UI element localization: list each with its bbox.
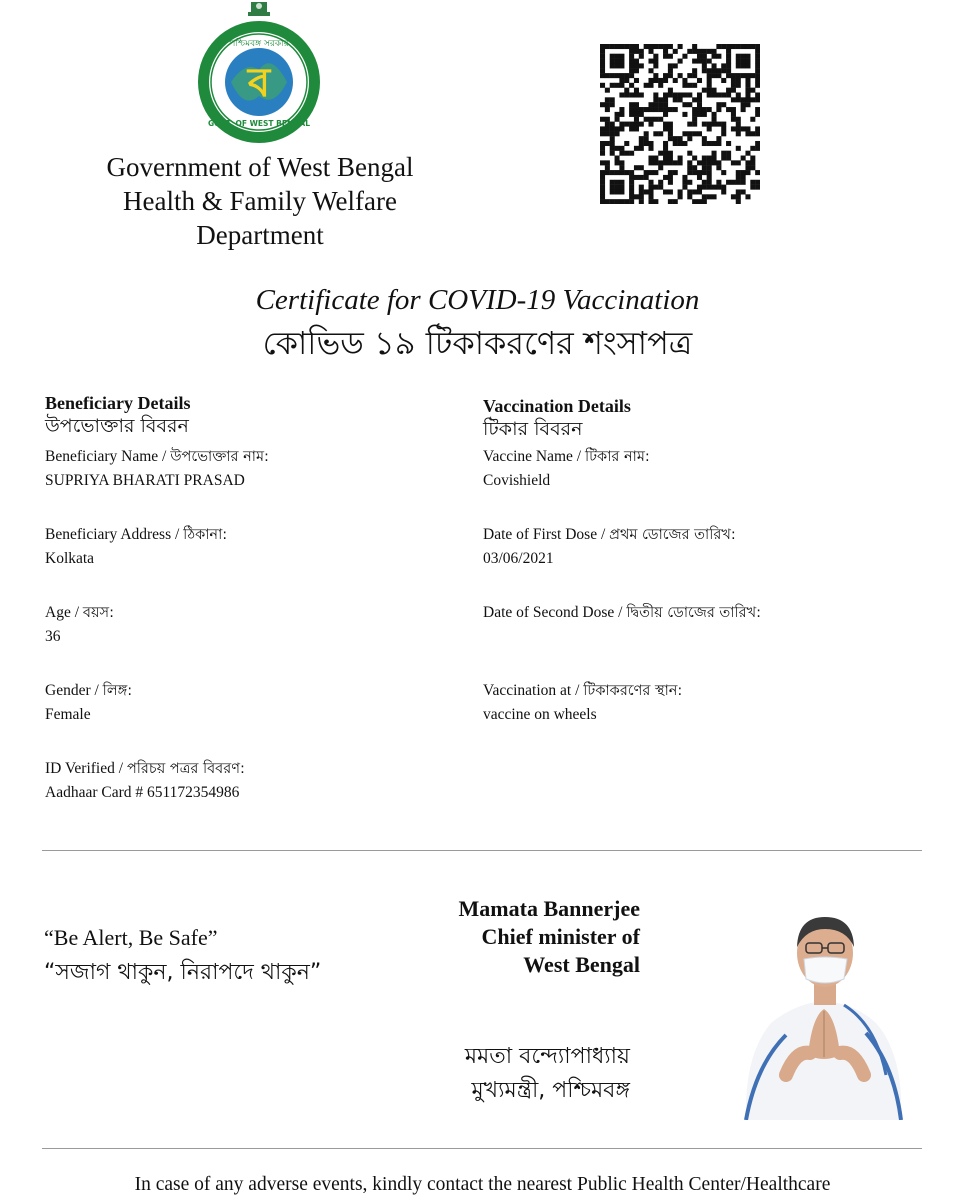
certificate-title: Certificate for COVID-19 Vaccination xyxy=(255,284,700,316)
gender-value: Female xyxy=(45,706,91,723)
field-label xyxy=(483,524,903,546)
vaccine-name-value: Covishield xyxy=(483,472,551,489)
label-en: Vaccination at / xyxy=(483,682,584,699)
department-line-2: Health & Family Welfare xyxy=(123,186,397,216)
beneficiary-heading-bengali: উপভোক্তার বিবরন xyxy=(45,415,189,437)
vaccination-details xyxy=(483,395,903,758)
field-vaccine-name xyxy=(483,446,903,524)
label-en: ID Verified / xyxy=(45,760,127,777)
field-label xyxy=(45,680,465,702)
field-gender xyxy=(45,680,465,758)
vaccination-heading-bengali: টিকার বিবরন xyxy=(483,418,583,440)
signatory-english xyxy=(380,895,640,979)
department-line-1: Government of West Bengal xyxy=(106,152,414,182)
field-label xyxy=(45,446,465,468)
crest-icon xyxy=(248,2,270,16)
label-en: Date of Second Dose / xyxy=(483,604,627,621)
emblem-text-bottom: GOVT. OF WEST BENGAL xyxy=(207,119,311,128)
first-dose-date-value: 03/06/2021 xyxy=(483,550,554,567)
department-line-3: Department xyxy=(196,220,324,250)
beneficiary-heading: Beneficiary Details xyxy=(45,393,191,413)
beneficiary-details xyxy=(45,392,465,836)
label-bn: দ্বিতীয় ডোজের তারিখ: xyxy=(626,605,762,621)
chief-minister-photo xyxy=(726,905,921,1120)
signatory-bengali xyxy=(360,1040,630,1108)
label-en: Date of First Dose / xyxy=(483,526,610,543)
govt-emblem xyxy=(196,0,322,146)
department-name xyxy=(60,150,460,252)
label-bn: ঠিকানা: xyxy=(183,527,228,543)
label-bn: বয়স: xyxy=(82,605,114,621)
field-first-dose-date xyxy=(483,524,903,602)
vaccination-heading: Vaccination Details xyxy=(483,396,631,416)
field-beneficiary-name xyxy=(45,446,465,524)
signatory-title-bengali: মুখ্যমন্ত্রী, পশ্চিমবঙ্গ xyxy=(471,1078,630,1103)
qr-code-icon xyxy=(600,44,760,204)
beneficiary-name-value: SUPRIYA BHARATI PRASAD xyxy=(45,472,245,489)
field-age xyxy=(45,602,465,680)
field-label xyxy=(45,758,465,780)
emblem-letter: ব xyxy=(247,60,271,106)
label-en: Beneficiary Address / xyxy=(45,526,184,543)
slogan-english: “Be Alert, Be Safe” xyxy=(44,925,218,950)
signatory-name-bengali: মমতা বন্দ্যোপাধ্যায় xyxy=(464,1044,630,1069)
signatory-name: Mamata Bannerjee xyxy=(458,896,640,921)
label-bn: পরিচয় পত্রর বিবরণ: xyxy=(126,761,245,777)
label-bn: উপভোক্তার নাম: xyxy=(170,449,269,465)
divider xyxy=(42,850,922,851)
signatory-title-1: Chief minister of xyxy=(481,924,640,949)
age-value: 36 xyxy=(45,628,61,645)
label-en: Vaccine Name / xyxy=(483,448,585,465)
slogan-bengali: “সজাগ থাকুন, নিরাপদে থাকুন” xyxy=(44,960,322,985)
certificate-title-bengali: কোভিড ১৯ টিকাকরণের শংসাপত্র xyxy=(262,324,693,362)
field-label xyxy=(483,602,903,624)
footer-notice: In case of any adverse events, kindly contact the nearest Public Health Center/Healthcare xyxy=(134,1174,831,1195)
field-beneficiary-address xyxy=(45,524,465,602)
field-second-dose-date xyxy=(483,602,903,680)
emblem-text-top: পশ্চিমবঙ্গ সরকার xyxy=(229,39,289,49)
label-bn: লিঙ্গ: xyxy=(102,683,133,699)
vaccination-at-value: vaccine on wheels xyxy=(483,706,597,723)
label-bn: টিকাকরণের স্থান: xyxy=(583,683,683,699)
signatory-title-2: West Bengal xyxy=(523,952,640,977)
label-bn: প্রথম ডোজের তারিখ: xyxy=(609,527,736,543)
label-en: Gender / xyxy=(45,682,103,699)
field-label xyxy=(483,446,903,468)
beneficiary-address-value: Kolkata xyxy=(45,550,95,567)
label-en: Age / xyxy=(45,604,83,621)
field-label xyxy=(45,524,465,546)
field-vaccination-at xyxy=(483,680,903,758)
field-label xyxy=(483,680,903,702)
id-verified-value: Aadhaar Card # 651172354986 xyxy=(45,784,240,801)
field-id-verified xyxy=(45,758,465,836)
field-label xyxy=(45,602,465,624)
divider xyxy=(42,1148,922,1149)
label-en: Beneficiary Name / xyxy=(45,448,171,465)
second-dose-date-value xyxy=(483,624,903,650)
label-bn: টিকার নাম: xyxy=(585,449,650,465)
